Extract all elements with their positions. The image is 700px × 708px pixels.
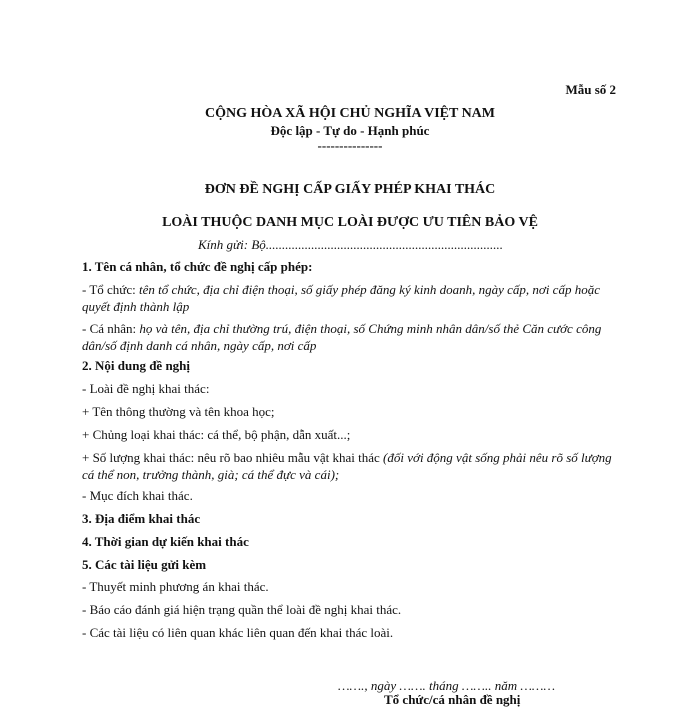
section-2-heading: 2. Nội dung đề nghị [82, 358, 191, 373]
divider: --------------- [317, 138, 383, 153]
section-2-type: + Chủng loại khai thác: cá thể, bộ phận, dẫn xuất...; [82, 427, 351, 442]
section-5-heading: 5. Các tài liệu gửi kèm [82, 557, 207, 572]
national-motto: Độc lập - Tự do - Hạnh phúc [270, 123, 430, 138]
section-1-organization: - Tổ chức: tên tổ chức, địa chỉ điện thoại, số giấy phép đăng ký kinh doanh, ngày cấp, nơi cấp hoặc quyết định thành lập [82, 282, 600, 314]
document-title-line1: ĐƠN ĐỀ NGHỊ CẤP GIẤY PHÉP KHAI THÁC [204, 182, 496, 197]
document-title-line2: LOÀI THUỘC DANH MỤC LOÀI ĐƯỢC ƯU TIÊN BẢO VỆ [162, 215, 538, 230]
section-3-heading: 3. Địa điểm khai thác [82, 511, 201, 526]
date-line: ……., ngày ……. tháng …….. năm ……… [338, 678, 556, 693]
attachment-item: - Báo cáo đánh giá hiện trạng quần thể loài đề nghị khai thác. [82, 602, 402, 617]
form-number: Mẫu số 2 [565, 82, 616, 97]
section-2-purpose: - Mục đích khai thác. [82, 488, 193, 503]
section-4-heading: 4. Thời gian dự kiến khai thác [82, 534, 249, 549]
signer-label: Tổ chức/cá nhân đề nghị [384, 692, 521, 707]
attachment-item: - Các tài liệu có liên quan khác liên quan đến khai thác loài. [82, 625, 394, 640]
attachment-item: - Thuyết minh phương án khai thác. [82, 579, 269, 594]
section-2-quantity: + Số lượng khai thác: nêu rõ bao nhiêu mẫu vật khai thác (đối với động vật sống phải nêu rõ số lượng cá thể non, trưởng thành, già; cá thể đực và cái); [82, 450, 612, 482]
national-title: CỘNG HÒA XÃ HỘI CHỦ NGHĨA VIỆT NAM [204, 106, 495, 121]
section-1-individual: - Cá nhân: họ và tên, địa chỉ thường trú, điện thoại, số Chứng minh nhân dân/số thẻ Căn cước công dân/số định danh cá nhân, ngày cấp, nơi cấp [82, 321, 602, 353]
recipient-line: Kính gửi: Bộ......................................................................... [198, 237, 504, 252]
section-2-species: - Loài đề nghị khai thác: [82, 381, 210, 396]
section-2-names: + Tên thông thường và tên khoa học; [82, 404, 275, 419]
section-1-heading: 1. Tên cá nhân, tổ chức đề nghị cấp phép: [82, 259, 313, 274]
